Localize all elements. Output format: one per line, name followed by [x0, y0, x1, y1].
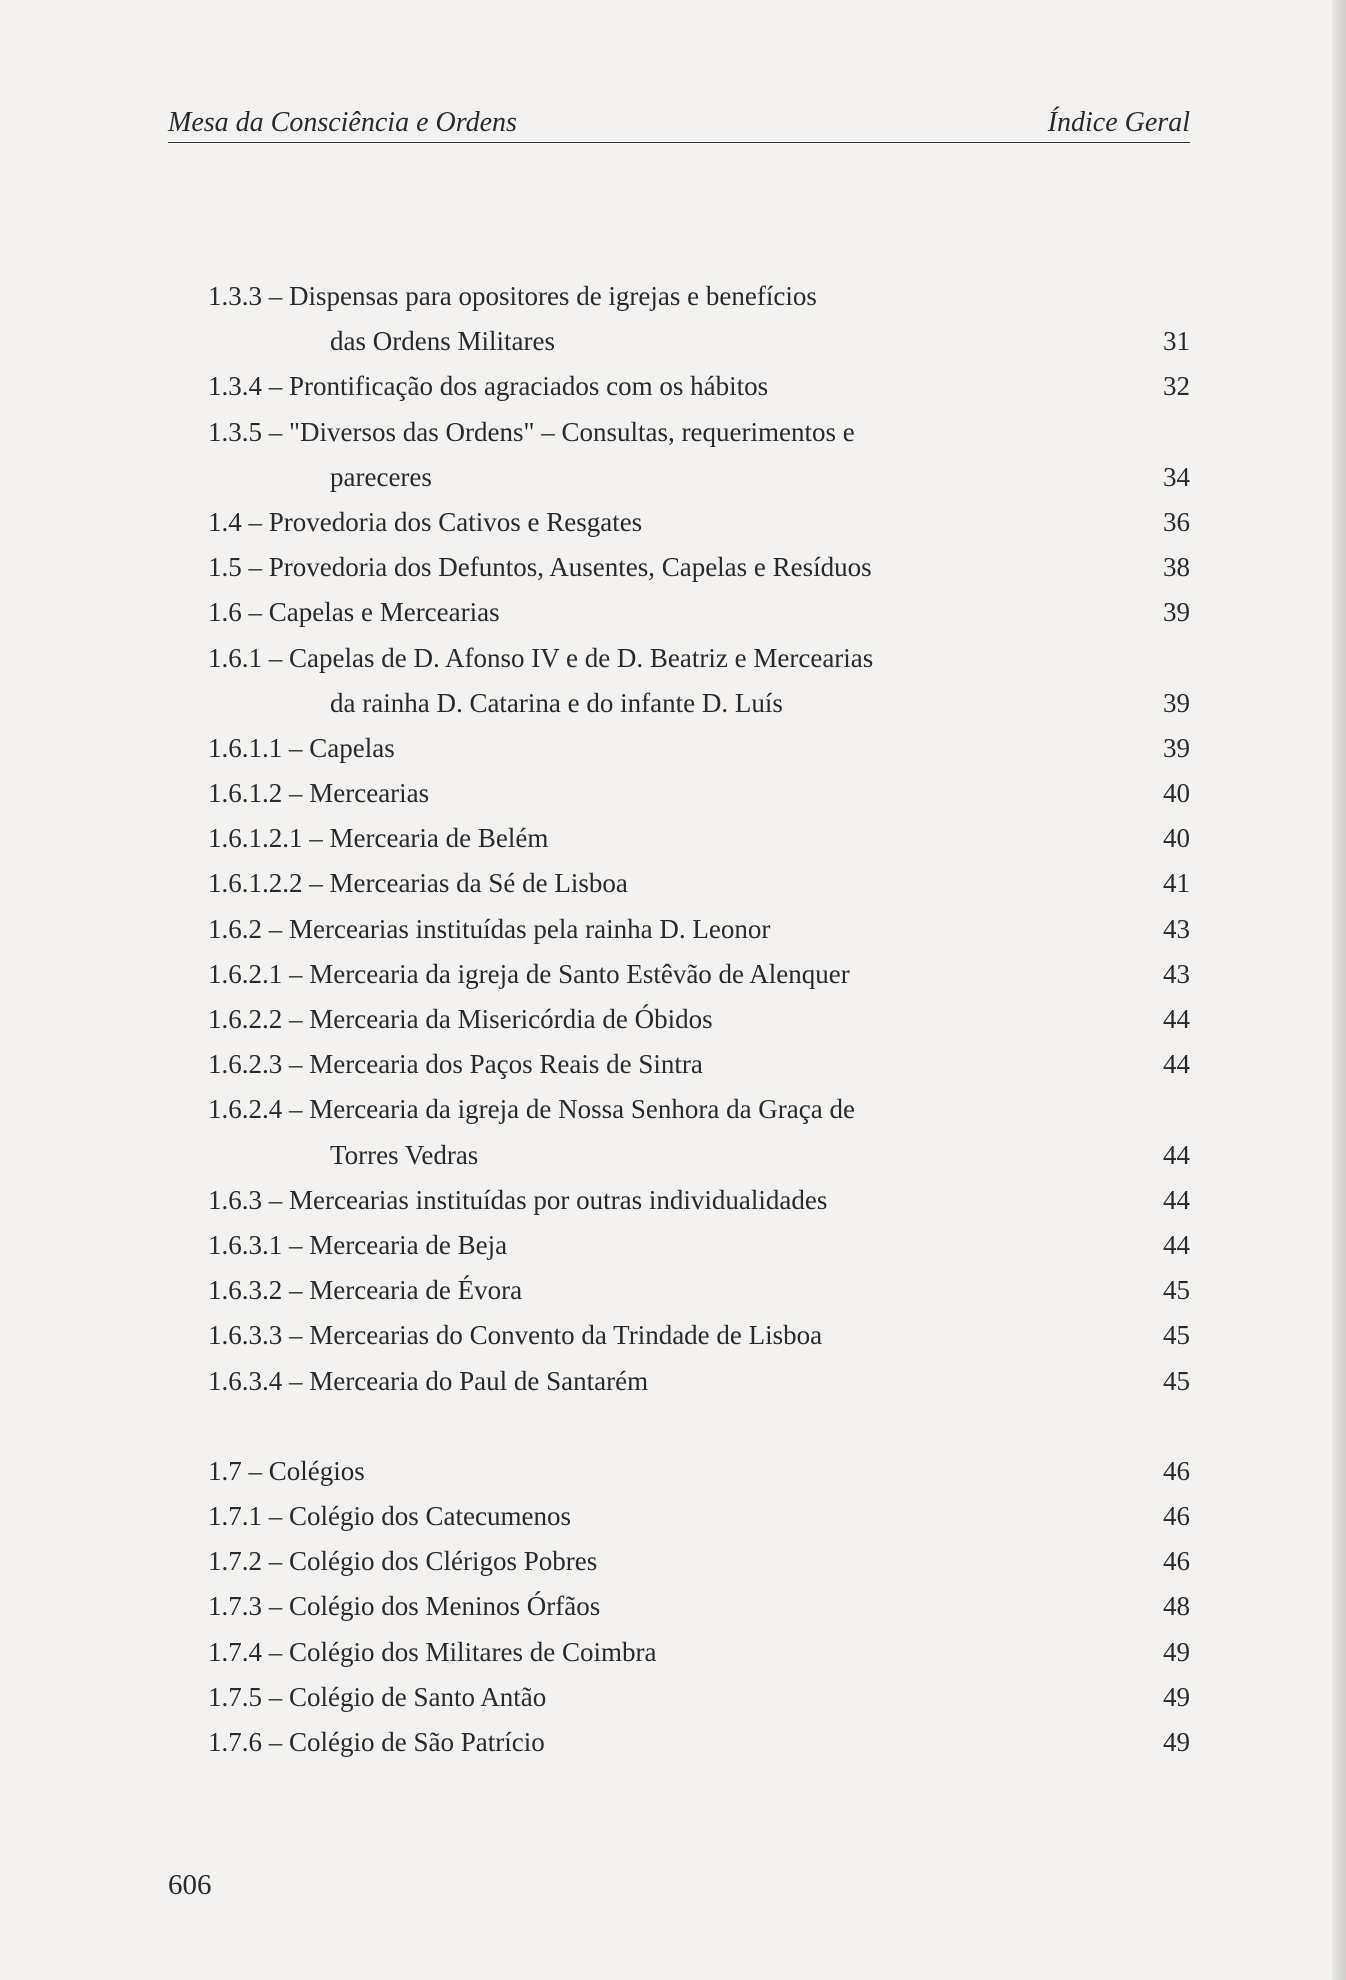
toc-entry-title: 1.6.2 – Mercearias instituídas pela rainha D. Leonor [208, 913, 771, 944]
toc-entry-title: 1.6.1 – Capelas de D. Afonso IV e de D. Beatriz e Mercearias [208, 642, 874, 673]
toc-entry [208, 636, 1190, 681]
toc-entry-page: 46 [1163, 1546, 1190, 1577]
toc-entry-title: pareceres [330, 461, 432, 492]
toc-entry-page: 32 [1163, 371, 1190, 402]
toc-entry [208, 1539, 1190, 1584]
toc-entry [208, 952, 1190, 997]
toc-entry [208, 1494, 1190, 1539]
running-header [168, 106, 1190, 143]
toc-entry-page: 44 [1163, 1004, 1190, 1034]
toc-entry-title: 1.5 – Provedoria dos Defuntos, Ausentes, Capelas e Resíduos [208, 552, 872, 583]
toc-entry-title: 1.6.2.3 – Mercearia dos Paços Reais de Sintra [208, 1049, 703, 1080]
toc-entry [208, 861, 1190, 906]
toc-entry-title: 1.6.3.3 – Mercearias do Convento da Trindade de Lisboa [208, 1320, 823, 1351]
toc-entry [208, 274, 1190, 319]
toc-entry-page: 43 [1163, 958, 1190, 989]
toc-entry-page: 44 [1163, 1184, 1190, 1215]
page-number: 606 [168, 1869, 212, 1901]
toc-entry-page: 34 [1163, 461, 1190, 492]
toc-entry-title: 1.6.1.2 – Mercearias [208, 778, 430, 809]
toc-entry-title: 1.7.1 – Colégio dos Catecumenos [208, 1501, 571, 1532]
header-right-title: Índice Geral [1047, 107, 1190, 138]
toc-entry-page: 44 [1163, 1139, 1190, 1170]
toc-entry [208, 726, 1190, 771]
toc-entry-page: 39 [1163, 597, 1190, 628]
toc-entry-title: 1.7.4 – Colégio dos Militares de Coimbra [208, 1636, 657, 1667]
header-left-title: Mesa da Consciência e Ordens [168, 107, 517, 138]
toc-entry [208, 545, 1190, 590]
toc-entry [208, 410, 1190, 455]
toc-entry-title: 1.6.3.4 – Mercearia do Paul de Santarém [208, 1365, 649, 1396]
toc-entry-title: 1.6 – Capelas e Mercearias [208, 597, 500, 628]
toc-entry-title: da rainha D. Catarina e do infante D. Luís [330, 687, 783, 718]
toc-entry [208, 997, 1190, 1042]
toc-entry [208, 1584, 1190, 1629]
toc-entry-title: 1.7.2 – Colégio dos Clérigos Pobres [208, 1546, 598, 1577]
toc-entry-title: 1.6.3 – Mercearias instituídas por outras individualidades [208, 1184, 828, 1215]
toc-entry [208, 1178, 1190, 1223]
toc-entry-page: 39 [1163, 687, 1190, 718]
toc-entry-page: 46 [1163, 1501, 1190, 1532]
toc-entry [208, 1313, 1190, 1358]
toc-entry [208, 907, 1190, 952]
toc-entry-page: 49 [1163, 1681, 1190, 1712]
toc-entry-page: 36 [1163, 506, 1190, 537]
toc-entry-page: 43 [1163, 913, 1190, 944]
toc-entry [208, 1359, 1190, 1404]
toc-entry-title: 1.6.3.2 – Mercearia de Évora [208, 1275, 523, 1306]
toc-entry-page: 45 [1163, 1365, 1190, 1396]
table-of-contents [208, 274, 1190, 1765]
toc-entry [208, 500, 1190, 545]
toc-entry [208, 1223, 1190, 1268]
toc-entry [208, 1675, 1190, 1720]
toc-entry-page: 48 [1163, 1591, 1190, 1622]
toc-entry-continuation [208, 681, 1190, 726]
toc-entry [208, 590, 1190, 635]
toc-entry-title: 1.6.2.2 – Mercearia da Misericórdia de Óbidos [208, 1004, 713, 1034]
toc-entry-title: 1.6.1.2.1 – Mercearia de Belém [208, 823, 549, 854]
toc-entry-page: 46 [1163, 1455, 1190, 1486]
toc-entry [208, 1268, 1190, 1313]
toc-entry-continuation [208, 455, 1190, 500]
toc-entry-title: das Ordens Militares [330, 326, 555, 357]
toc-entry-page: 45 [1163, 1320, 1190, 1351]
toc-entry-continuation [208, 319, 1190, 364]
toc-entry-page: 40 [1163, 778, 1190, 809]
toc-entry [208, 1087, 1190, 1132]
toc-entry-title: 1.3.4 – Prontificação dos agraciados com os hábitos [208, 371, 769, 402]
toc-entry-title: 1.6.1.1 – Capelas [208, 732, 395, 763]
toc-entry-title: 1.7.6 – Colégio de São Patrício [208, 1727, 545, 1757]
toc-entry-page: 40 [1163, 823, 1190, 854]
toc-entry-page: 45 [1163, 1275, 1190, 1306]
toc-entry-title: Torres Vedras [330, 1139, 479, 1170]
toc-entry-title: 1.6.2.4 – Mercearia da igreja de Nossa Senhora da Graça de [208, 1094, 855, 1125]
toc-entry-page: 49 [1163, 1727, 1190, 1757]
toc-entry [208, 1042, 1190, 1087]
toc-entry [208, 1630, 1190, 1675]
toc-entry-title: 1.7.3 – Colégio dos Meninos Órfãos [208, 1591, 601, 1622]
toc-entry-page: 44 [1163, 1229, 1190, 1260]
toc-entry-continuation [208, 1133, 1190, 1178]
toc-entry-page: 39 [1163, 732, 1190, 763]
toc-gap [208, 1404, 1190, 1449]
toc-entry [208, 1449, 1190, 1494]
toc-entry-title: 1.3.3 – Dispensas para opositores de igrejas e benefícios [208, 281, 817, 311]
toc-entry-title: 1.6.2.1 – Mercearia da igreja de Santo Estêvão de Alenquer [208, 958, 850, 989]
toc-entry [208, 771, 1190, 816]
toc-entry-title: 1.4 – Provedoria dos Cativos e Resgates [208, 506, 643, 537]
toc-entry-page: 38 [1163, 552, 1190, 583]
toc-entry-page: 44 [1163, 1049, 1190, 1080]
toc-entry [208, 364, 1190, 409]
toc-entry-page: 31 [1163, 326, 1190, 357]
toc-entry-title: 1.6.3.1 – Mercearia de Beja [208, 1229, 508, 1260]
toc-entry-title: 1.3.5 – "Diversos das Ordens" – Consultas, requerimentos e [208, 416, 855, 447]
toc-entry-title: 1.6.1.2.2 – Mercearias da Sé de Lisboa [208, 868, 628, 899]
toc-entry-title: 1.7.5 – Colégio de Santo Antão [208, 1681, 547, 1712]
page-edge-shadow [1332, 0, 1346, 1980]
toc-entry-page: 41 [1163, 868, 1190, 899]
toc-entry-page: 49 [1163, 1636, 1190, 1667]
toc-entry-title: 1.7 – Colégios [208, 1455, 365, 1486]
toc-entry [208, 816, 1190, 861]
toc-entry [208, 1720, 1190, 1765]
